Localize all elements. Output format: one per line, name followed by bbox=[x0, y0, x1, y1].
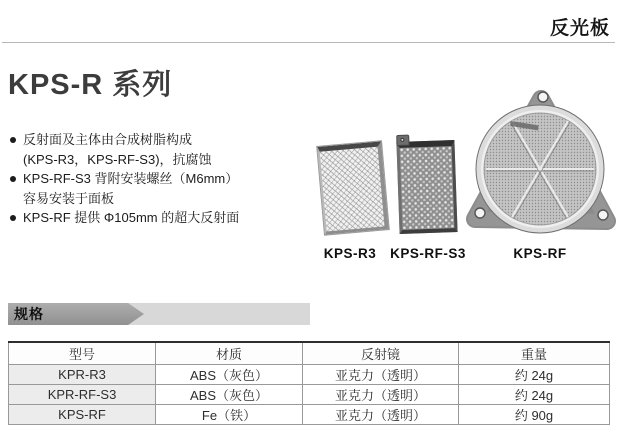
table-cell-weight: 约 90g bbox=[459, 405, 610, 425]
table-cell-model: KPR-R3 bbox=[9, 365, 156, 385]
feature-text: KPS-RF-S3 背附安装螺丝（M6mm） 容易安装于面板 bbox=[23, 171, 239, 206]
table-cell-reflector: 亚克力（透明） bbox=[303, 385, 459, 405]
product-label-kps-rf: KPS-RF bbox=[513, 246, 567, 261]
page-header-label: 反光板 bbox=[549, 18, 610, 39]
feature-text: KPS-RF 提供 Φ105mm 的超大反射面 bbox=[23, 210, 240, 225]
table-row bbox=[9, 385, 610, 405]
table-row bbox=[9, 405, 610, 425]
spec-section-title: 规格 bbox=[14, 306, 44, 322]
feature-text: 反射面及主体由合成树脂构成 (KPS-R3，KPS-RF-S3)，抗腐蚀 bbox=[23, 132, 212, 167]
table-cell-material: ABS（灰色） bbox=[156, 365, 303, 385]
bullet-icon bbox=[10, 215, 16, 221]
table-cell-reflector: 亚克力（透明） bbox=[303, 365, 459, 385]
header-divider bbox=[2, 42, 615, 43]
product-label-kps-r3: KPS-R3 bbox=[323, 246, 377, 261]
feature-list bbox=[8, 130, 310, 228]
column-header-weight: 重量 bbox=[459, 342, 610, 365]
table-header-row bbox=[9, 342, 610, 365]
table-cell-material: ABS（灰色） bbox=[156, 385, 303, 405]
column-header-reflector: 反射镜 bbox=[303, 342, 459, 365]
mount-tab bbox=[396, 135, 409, 146]
spec-table bbox=[8, 341, 610, 425]
table-cell-weight: 约 24g bbox=[459, 365, 610, 385]
product-photo-kps-r3 bbox=[317, 141, 388, 234]
bullet-icon bbox=[10, 176, 16, 182]
table-cell-model: KPS-RF bbox=[9, 405, 156, 425]
mount-hole-icon bbox=[400, 138, 404, 142]
table-cell-model: KPR-RF-S3 bbox=[9, 385, 156, 405]
feature-item bbox=[8, 130, 310, 169]
column-header-model: 型号 bbox=[9, 342, 156, 365]
feature-item bbox=[8, 169, 310, 208]
table-row bbox=[9, 365, 610, 385]
feature-item bbox=[8, 208, 310, 228]
product-photo-group bbox=[310, 80, 617, 265]
table-cell-material: Fe（铁） bbox=[156, 405, 303, 425]
table-cell-reflector: 亚克力（透明） bbox=[303, 405, 459, 425]
product-label-kps-rf-s3: KPS-RF-S3 bbox=[390, 246, 466, 261]
series-title: KPS-R 系列 bbox=[8, 69, 173, 101]
product-photo-kps-rf-s3 bbox=[396, 140, 457, 234]
table-cell-weight: 约 24g bbox=[459, 385, 610, 405]
bullet-icon bbox=[10, 137, 16, 143]
product-photo-kps-rf bbox=[465, 85, 617, 237]
column-header-material: 材质 bbox=[156, 342, 303, 365]
spec-section-banner bbox=[0, 303, 320, 325]
